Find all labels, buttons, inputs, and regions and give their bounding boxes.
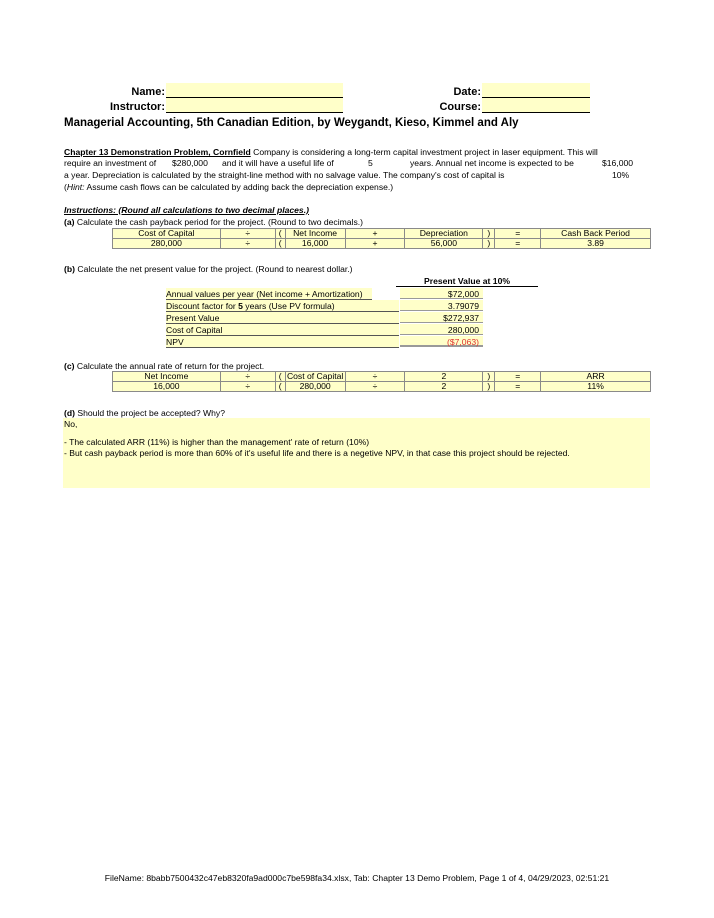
pv-label-annual: Annual values per year (Net income + Amortization) [166, 288, 372, 300]
problem-text-1: Company is considering a long-term capital investment project in laser equipment. This will [253, 147, 598, 157]
name-field[interactable] [166, 83, 343, 98]
pv-row-annual [166, 288, 483, 300]
part-b-letter: (b) [64, 264, 75, 274]
table-row [113, 229, 651, 239]
table-header-cell: ( [275, 229, 285, 239]
table-cell[interactable]: = [495, 239, 541, 249]
table-cell[interactable]: 2 [405, 382, 483, 392]
problem-text-3a: a year. Depreciation is calculated by the straight-line method with no salvage value. The company's cost of capital is [64, 170, 505, 180]
pv-label-npv: NPV [166, 336, 399, 348]
part-a-letter: (a) [64, 217, 75, 227]
table-cell[interactable]: 280,000 [113, 239, 221, 249]
pv-value-npv[interactable]: ($7,063) [400, 336, 483, 347]
life-value: 5 [368, 158, 373, 168]
table-cell[interactable]: ÷ [345, 382, 405, 392]
part-d-question: Should the project be accepted? Why? [77, 408, 225, 418]
page-footer: FileName: 8babb7500432c47eb8320fa9ad000c7be598fa34.xlsx, Tab: Chapter 13 Demo Problem, Page 1 of 4, 04/29/2023, 02:51:21 [104, 873, 610, 883]
net-income-value: $16,000 [602, 158, 634, 168]
problem-line-3 [64, 170, 644, 181]
part-d-answer-box[interactable] [63, 418, 650, 488]
pv-row-cost [166, 324, 483, 336]
pv-label-present-value: Present Value [166, 312, 399, 324]
part-b-question-row [64, 264, 353, 275]
pv-value-discount[interactable]: 3.79079 [400, 300, 483, 311]
table-header-cell: ) [483, 372, 495, 382]
pv-discount-years: 5 [238, 301, 243, 311]
hint-paren: ( [64, 182, 67, 192]
answer-line-1: No, [64, 419, 78, 429]
part-d-letter: (d) [64, 408, 75, 418]
table-header-cell: ) [483, 229, 495, 239]
problem-line-2 [64, 158, 644, 169]
problem-line-1 [64, 147, 598, 158]
problem-heading: Chapter 13 Demonstration Problem, Cornfield [64, 147, 251, 157]
pv-discount-text-a: Discount factor for [166, 301, 236, 311]
answer-line-2: - The calculated ARR (11%) is higher than the management' rate of return (10%) [64, 437, 370, 447]
pv-label-discount [166, 300, 399, 312]
table-header-cell: Cost of Capital [286, 371, 344, 381]
table-cell[interactable]: ) [483, 382, 495, 392]
part-b-question: Calculate the net present value for the project. (Round to nearest dollar.) [77, 264, 353, 274]
part-a-question: Calculate the cash payback period for the project. (Round to two decimals.) [76, 217, 364, 227]
answer-line-3: - But cash payback period is more than 60% of it's useful life and there is a negetive NPV, in that case this project should be rejected. [64, 448, 570, 458]
instructor-label: Instructor: [110, 101, 165, 113]
pv-value-present-value[interactable]: $272,937 [400, 312, 483, 323]
pv-row-npv [166, 336, 483, 348]
date-field[interactable] [482, 83, 590, 98]
pv-value-cost[interactable]: 280,000 [400, 324, 483, 335]
date-label: Date: [453, 86, 481, 98]
pv-table [166, 288, 483, 348]
name-label: Name: [131, 86, 165, 98]
table-header-cell: + [345, 229, 405, 239]
table-cell[interactable]: ( [275, 239, 285, 249]
pv-discount-text-c: years (Use PV formula) [245, 301, 335, 311]
table-header-cell: Net Income [113, 372, 221, 382]
part-c-letter: (c) [64, 361, 75, 371]
table-header-cell: Net Income [285, 229, 345, 239]
table-header-cell: 2 [405, 372, 483, 382]
instructor-field[interactable] [166, 98, 343, 113]
table-header-cell: Cost of Capital [113, 229, 221, 239]
table-header-cell: = [495, 372, 541, 382]
table-cell[interactable]: 16,000 [113, 382, 221, 392]
table-cell[interactable]: + [345, 239, 405, 249]
table-cell[interactable]: ) [483, 239, 495, 249]
pv-header: Present Value at 10% [396, 276, 538, 287]
table-header-cell: ÷ [345, 372, 405, 382]
instructions: Instructions: (Round all calculations to two decimal places.) [64, 205, 309, 215]
table-header-cell: ÷ [220, 229, 275, 239]
part-c-table [112, 371, 651, 392]
table-cell[interactable]: = [495, 382, 541, 392]
pv-value-annual[interactable]: $72,000 [400, 288, 483, 299]
table-header-cell: = [495, 229, 541, 239]
book-title: Managerial Accounting, 5th Canadian Edition, by Weygandt, Kieso, Kimmel and Aly [64, 117, 519, 129]
rate-value: 10% [612, 170, 630, 180]
table-row [113, 382, 651, 392]
part-c-question: Calculate the annual rate of return for the project. [76, 361, 265, 371]
part-a-table [112, 228, 651, 249]
hint-word: Hint: [66, 182, 85, 192]
pv-label-cost: Cost of Capital [166, 324, 399, 336]
investment-value: $280,000 [172, 158, 208, 168]
table-cell[interactable]: 16,000 [285, 239, 345, 249]
table-header-cell: Depreciation [405, 229, 483, 239]
problem-text-2c: years. Annual net income is expected to be [410, 158, 574, 168]
hint-line [64, 182, 393, 193]
pv-row-present-value [166, 312, 483, 324]
hint-text: Assume cash flows can be calculated by adding back the depreciation expense.) [86, 182, 394, 192]
course-field[interactable] [482, 98, 590, 113]
table-header-cell: ( [275, 372, 285, 382]
problem-text-2b: and it will have a useful life of [222, 158, 334, 168]
table-cell[interactable]: ÷ [220, 239, 275, 249]
table-cell[interactable]: ÷ [220, 382, 275, 392]
problem-text-2a: require an investment of [64, 158, 157, 168]
table-header-cell: ÷ [220, 372, 275, 382]
pv-row-discount [166, 300, 483, 312]
table-cell[interactable]: 280,000 [285, 382, 345, 392]
table-row [113, 239, 651, 249]
course-label: Course: [439, 101, 481, 113]
table-cell[interactable]: 3.89 [541, 239, 651, 249]
table-row [113, 372, 651, 382]
table-cell[interactable]: 56,000 [405, 239, 483, 249]
table-cell[interactable]: ( [275, 382, 285, 392]
table-cell[interactable]: 11% [541, 382, 651, 392]
part-a-question-row [64, 217, 363, 228]
table-header-cell: Cash Back Period [541, 229, 651, 239]
table-header-cell: ARR [541, 372, 651, 382]
